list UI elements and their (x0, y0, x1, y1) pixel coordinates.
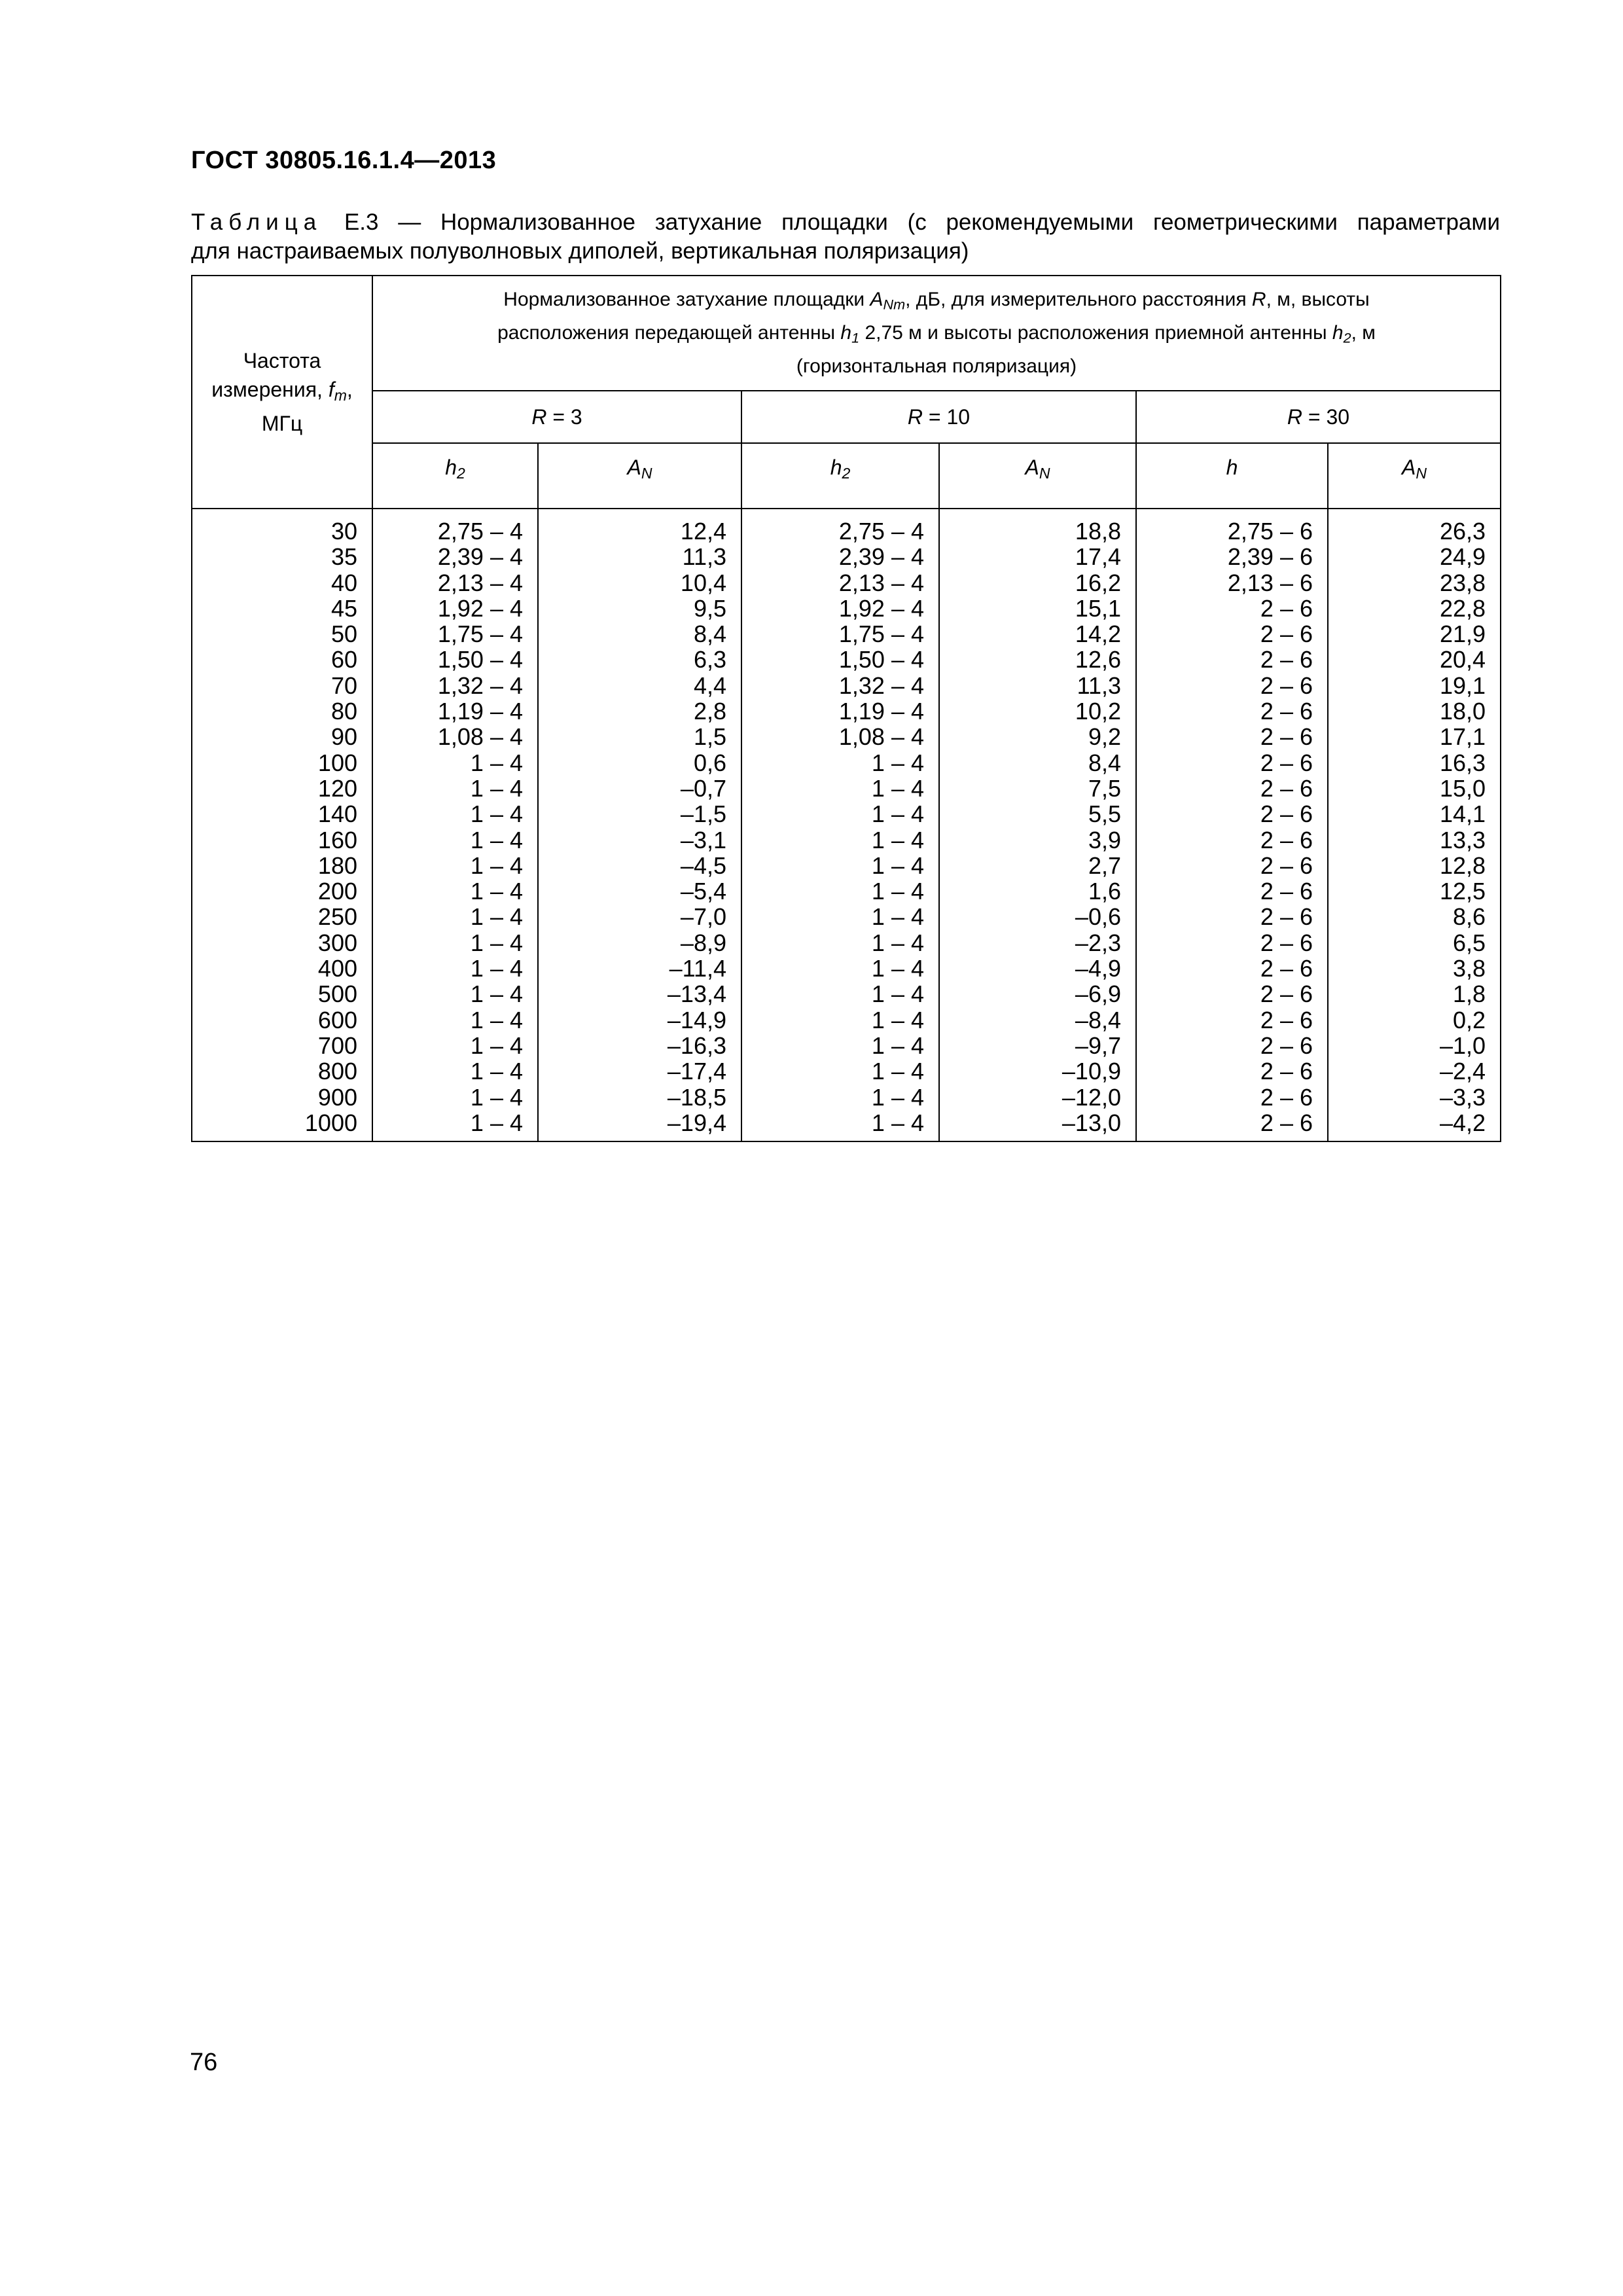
column-header (741, 443, 939, 509)
table-cell: 160 (317, 826, 357, 853)
table-cell: 1,92 – 4 (838, 594, 924, 622)
receive-height-subscript: 2 (1343, 329, 1351, 346)
table-cell: 1 – 4 (871, 1109, 924, 1136)
table-cell: 90 (330, 723, 357, 751)
table-cell: –1,5 (680, 800, 726, 828)
table-cell: –8,9 (680, 929, 726, 956)
table-cell: 2,75 – 4 (838, 518, 924, 545)
table-cell: 17,1 (1439, 723, 1486, 751)
column-variable-subscript: N (641, 464, 652, 482)
distance-value: = 3 (546, 404, 582, 429)
table-cell: 1000 (304, 1109, 357, 1136)
table-cell: –10,9 (1061, 1058, 1121, 1085)
table-cell: –19,4 (667, 1109, 726, 1136)
table-cell: 2 – 6 (1260, 749, 1313, 776)
table-cell: 2 – 6 (1260, 980, 1313, 1008)
table-cell: –7,0 (680, 903, 726, 931)
table-cell: 2 – 6 (1260, 646, 1313, 673)
table-cell: –1,0 (1439, 1031, 1486, 1059)
caption-word: — (398, 209, 421, 235)
table-cell: 120 (317, 774, 357, 802)
table-cell: 2 – 6 (1260, 1006, 1313, 1033)
table-cell: 1,08 – 4 (838, 723, 924, 751)
table-cell: 1,50 – 4 (437, 646, 523, 673)
frequency-unit: МГц (261, 412, 303, 436)
table-cell: 180 (317, 852, 357, 879)
table-cell: 1,50 – 4 (838, 646, 924, 673)
table-cell: 400 (317, 955, 357, 982)
table-cell: 8,4 (1088, 749, 1121, 776)
frequency-header-suffix: , (346, 377, 353, 401)
column-header (1328, 443, 1501, 509)
table-cell: 10,4 (680, 569, 726, 596)
table-cell: 1 – 4 (871, 1006, 924, 1033)
table-cell: 1 – 4 (470, 929, 523, 956)
table-cell: 2 – 6 (1260, 800, 1313, 828)
table-cell: 40 (330, 569, 357, 596)
main-header-text: , дБ, для измерительного расстояния (905, 288, 1252, 310)
table-cell: 1 – 4 (470, 1031, 523, 1059)
caption-word: рекомендуемыми (946, 209, 1134, 235)
table-cell: 1 – 4 (871, 955, 924, 982)
distance-variable: R (531, 404, 547, 429)
column-variable: h (445, 456, 457, 479)
caption-word: геометрическими (1152, 209, 1338, 235)
table-cell: 2,75 – 6 (1227, 518, 1313, 545)
column-variable-subscript: N (1039, 464, 1050, 482)
column-header (538, 443, 741, 509)
column-variable: A (1025, 456, 1039, 479)
table-cell: 1 – 4 (871, 852, 924, 879)
table-cell: 11,3 (682, 543, 726, 571)
distance-value: = 10 (923, 404, 971, 429)
table-cell: –18,5 (667, 1083, 726, 1111)
table-cell: 2,75 – 4 (437, 518, 523, 545)
table-cell: 2 – 6 (1260, 852, 1313, 879)
frequency-column (192, 509, 372, 1141)
distance-value: = 30 (1302, 404, 1350, 429)
table-cell: 16,3 (1439, 749, 1486, 776)
table-cell: 2 – 6 (1260, 1031, 1313, 1059)
table-cell: 12,4 (680, 518, 726, 545)
main-header-text: расположения передающей антенны (497, 322, 841, 344)
table-cell: 1,92 – 4 (437, 594, 523, 622)
table-cell: 26,3 (1439, 518, 1486, 545)
table-cell: 300 (317, 929, 357, 956)
table-cell: 800 (317, 1058, 357, 1085)
distance-variable: R (907, 404, 923, 429)
table-cell: –2,4 (1439, 1058, 1486, 1085)
distance-variable: R (1251, 288, 1266, 310)
distance-variable: R (1287, 404, 1303, 429)
table-cell: 3,9 (1088, 826, 1121, 853)
table-cell: 15,1 (1075, 594, 1121, 622)
table-cell: –17,4 (667, 1058, 726, 1085)
column-header (1136, 443, 1328, 509)
table-cell: 12,8 (1439, 852, 1486, 879)
column-header (372, 443, 538, 509)
frequency-header-prefix: измерения, (211, 377, 329, 401)
table-cell: 200 (317, 878, 357, 905)
table-cell: –12,0 (1061, 1083, 1121, 1111)
table-cell: –3,1 (680, 826, 726, 853)
table-cell: 2,7 (1088, 852, 1121, 879)
caption-line-2: для настраиваемых полуволновых диполей, вертикальная поляризация) (191, 238, 969, 264)
r10-attenuation-column (939, 509, 1136, 1141)
document-code: ГОСТ 30805.16.1.4—2013 (191, 147, 497, 174)
column-header (939, 443, 1136, 509)
table-cell: 2 – 6 (1260, 672, 1313, 699)
table-cell: 30 (330, 518, 357, 545)
table-cell: 1 – 4 (871, 1031, 924, 1059)
attenuation-variable-subscript: Nm (883, 296, 906, 312)
table-cell: 14,1 (1439, 800, 1486, 828)
column-variable-subscript: 2 (842, 464, 851, 482)
table-cell: 250 (317, 903, 357, 931)
table-cell: 18,0 (1439, 698, 1486, 725)
main-header (372, 276, 1501, 391)
table-cell: 2,13 – 4 (838, 569, 924, 596)
table-cell: 1 – 4 (470, 980, 523, 1008)
caption-line-1 (191, 208, 1500, 237)
main-header-text: (горизонтальная поляризация) (796, 355, 1077, 378)
table-cell: –13,4 (667, 980, 726, 1008)
table-cell: 2 – 6 (1260, 903, 1313, 931)
table-cell: –14,9 (667, 1006, 726, 1033)
table-cell: 1,32 – 4 (437, 672, 523, 699)
column-variable: h (1226, 456, 1238, 479)
table-cell: 1 – 4 (470, 903, 523, 931)
table-cell: 70 (330, 672, 357, 699)
table-cell: 2 – 6 (1260, 929, 1313, 956)
caption-word: затухание (654, 209, 762, 235)
column-variable-subscript: 2 (456, 464, 465, 482)
table-cell: 2 – 6 (1260, 698, 1313, 725)
table-cell: 4,4 (693, 672, 726, 699)
r30-attenuation-column (1328, 509, 1501, 1141)
table-cell: –6,9 (1075, 980, 1121, 1008)
table-cell: 1 – 4 (470, 955, 523, 982)
table-cell: –9,7 (1075, 1031, 1121, 1059)
table-cell: 5,5 (1088, 800, 1121, 828)
table-cell: 1 – 4 (470, 800, 523, 828)
table-cell: 19,1 (1439, 672, 1486, 699)
table-cell: 1 – 4 (871, 878, 924, 905)
table-cell: 17,4 (1075, 543, 1121, 571)
main-header-text: Нормализованное затухание площадки (503, 288, 870, 310)
table-cell: 1 – 4 (871, 980, 924, 1008)
table-cell: 22,8 (1439, 594, 1486, 622)
table-cell: 8,4 (693, 620, 726, 648)
transmit-height-subscript: 1 (851, 329, 860, 346)
table-cell: 2 – 6 (1260, 826, 1313, 853)
caption-word: (с (907, 209, 927, 235)
table-cell: 1 – 4 (470, 852, 523, 879)
attenuation-table (191, 275, 1501, 1142)
column-variable: A (1402, 456, 1416, 479)
table-cell: –0,6 (1075, 903, 1121, 931)
frequency-header-line1: Частота (243, 348, 321, 372)
table-cell: 2 – 6 (1260, 955, 1313, 982)
table-cell: 0,2 (1452, 1006, 1486, 1033)
table-cell: 18,8 (1075, 518, 1121, 545)
attenuation-variable: A (870, 288, 883, 310)
table-cell: 2 – 6 (1260, 620, 1313, 648)
distance-group-header (741, 391, 1136, 443)
table-cell: 1 – 4 (871, 800, 924, 828)
table-cell: 1,32 – 4 (838, 672, 924, 699)
table-cell: 2,39 – 6 (1227, 543, 1313, 571)
table-cell: 1 – 4 (470, 1006, 523, 1033)
table-cell: 2 – 6 (1260, 1109, 1313, 1136)
table-cell: 600 (317, 1006, 357, 1033)
table-cell: 2 – 6 (1260, 723, 1313, 751)
frequency-header (192, 276, 372, 509)
table-cell: 3,8 (1452, 955, 1486, 982)
caption-word: параметрами (1357, 209, 1500, 235)
caption-word: Нормализованное (440, 209, 636, 235)
table-cell: 35 (330, 543, 357, 571)
table-cell: 23,8 (1439, 569, 1486, 596)
receive-height-variable: h (1332, 322, 1344, 344)
main-header-text: , м (1351, 322, 1376, 344)
table-cell: 1 – 4 (871, 774, 924, 802)
table-cell: 14,2 (1075, 620, 1121, 648)
table-cell: 9,5 (693, 594, 726, 622)
column-variable: A (627, 456, 641, 479)
table-cell: –4,9 (1075, 955, 1121, 982)
table-cell: –8,4 (1075, 1006, 1121, 1033)
table-cell: –11,4 (669, 955, 726, 982)
table-cell: 900 (317, 1083, 357, 1111)
table-cell: 60 (330, 646, 357, 673)
table-cell: 700 (317, 1031, 357, 1059)
table-cell: 1,6 (1088, 878, 1121, 905)
table-cell: 1 – 4 (871, 903, 924, 931)
column-variable: h (830, 456, 842, 479)
table-cell: 2 – 6 (1260, 1083, 1313, 1111)
table-cell: –4,5 (680, 852, 726, 879)
column-variable-subscript: N (1416, 464, 1427, 482)
caption-prefix: Таблица (191, 209, 323, 235)
table-cell: 11,3 (1077, 672, 1121, 699)
table-cell: 2,13 – 4 (437, 569, 523, 596)
r3-attenuation-column (538, 509, 741, 1141)
table-cell: 2 – 6 (1260, 878, 1313, 905)
table-cell: 2,13 – 6 (1227, 569, 1313, 596)
table-cell: 0,6 (693, 749, 726, 776)
table-cell: 8,6 (1452, 903, 1486, 931)
table-cell: 1,75 – 4 (437, 620, 523, 648)
table-cell: 2 – 6 (1260, 594, 1313, 622)
table-cell: –5,4 (680, 878, 726, 905)
table-cell: 12,6 (1075, 646, 1121, 673)
table-cell: 2,39 – 4 (838, 543, 924, 571)
table-cell: 2,8 (693, 698, 726, 725)
main-header-text: , м, высоты (1266, 288, 1370, 310)
r10-height-column (741, 509, 939, 1141)
table-cell: 140 (317, 800, 357, 828)
table-cell: 10,2 (1075, 698, 1121, 725)
table-caption (191, 208, 1500, 266)
caption-word: площадки (781, 209, 888, 235)
frequency-variable: f (328, 377, 334, 401)
distance-group-header (372, 391, 741, 443)
table-cell: 9,2 (1088, 723, 1121, 751)
table-cell: 1,19 – 4 (437, 698, 523, 725)
table-cell: 45 (330, 594, 357, 622)
main-header-text: 2,75 м и высоты расположения приемной антенны (859, 322, 1332, 344)
table-cell: 6,5 (1452, 929, 1486, 956)
table-cell: 50 (330, 620, 357, 648)
table-cell: –4,2 (1439, 1109, 1486, 1136)
table-cell: 1 – 4 (871, 826, 924, 853)
table-cell: 2 – 6 (1260, 774, 1313, 802)
table-cell: 1 – 4 (871, 749, 924, 776)
r3-height-column (372, 509, 538, 1141)
table-cell: 15,0 (1439, 774, 1486, 802)
table-cell: 1,75 – 4 (838, 620, 924, 648)
table-cell: –13,0 (1061, 1109, 1121, 1136)
table-cell: 1,19 – 4 (838, 698, 924, 725)
table-cell: 1 – 4 (470, 1083, 523, 1111)
table-cell: 1,5 (693, 723, 726, 751)
table-cell: 2,39 – 4 (437, 543, 523, 571)
table-cell: –3,3 (1439, 1083, 1486, 1111)
table-cell: –16,3 (667, 1031, 726, 1059)
table-cell: 1 – 4 (470, 878, 523, 905)
table-cell: 12,5 (1439, 878, 1486, 905)
table-cell: 1 – 4 (470, 1109, 523, 1136)
table-cell: 1 – 4 (470, 826, 523, 853)
caption-word: Е.3 (344, 209, 379, 235)
table-cell: 1 – 4 (470, 774, 523, 802)
table-cell: 21,9 (1439, 620, 1486, 648)
frequency-variable-subscript: m (334, 386, 347, 404)
transmit-height-variable: h (840, 322, 852, 344)
table-cell: 1 – 4 (871, 1058, 924, 1085)
table-cell: 1 – 4 (871, 1083, 924, 1111)
table-cell: 7,5 (1088, 774, 1121, 802)
r30-height-column (1136, 509, 1328, 1141)
table-cell: –0,7 (680, 774, 726, 802)
table-cell: 20,4 (1439, 646, 1486, 673)
table-cell: 500 (317, 980, 357, 1008)
distance-group-header (1136, 391, 1501, 443)
table-cell: 100 (317, 749, 357, 776)
table-cell: 1 – 4 (871, 929, 924, 956)
table-cell: 1,8 (1452, 980, 1486, 1008)
table-cell: 24,9 (1439, 543, 1486, 571)
table-cell: 1 – 4 (470, 749, 523, 776)
page-number: 76 (190, 2049, 218, 2076)
table-cell: 6,3 (693, 646, 726, 673)
table-cell: 80 (330, 698, 357, 725)
table-cell: 16,2 (1075, 569, 1121, 596)
table-cell: –2,3 (1075, 929, 1121, 956)
table-cell: 2 – 6 (1260, 1058, 1313, 1085)
table-cell: 13,3 (1439, 826, 1486, 853)
table-cell: 1 – 4 (470, 1058, 523, 1085)
table-cell: 1,08 – 4 (437, 723, 523, 751)
